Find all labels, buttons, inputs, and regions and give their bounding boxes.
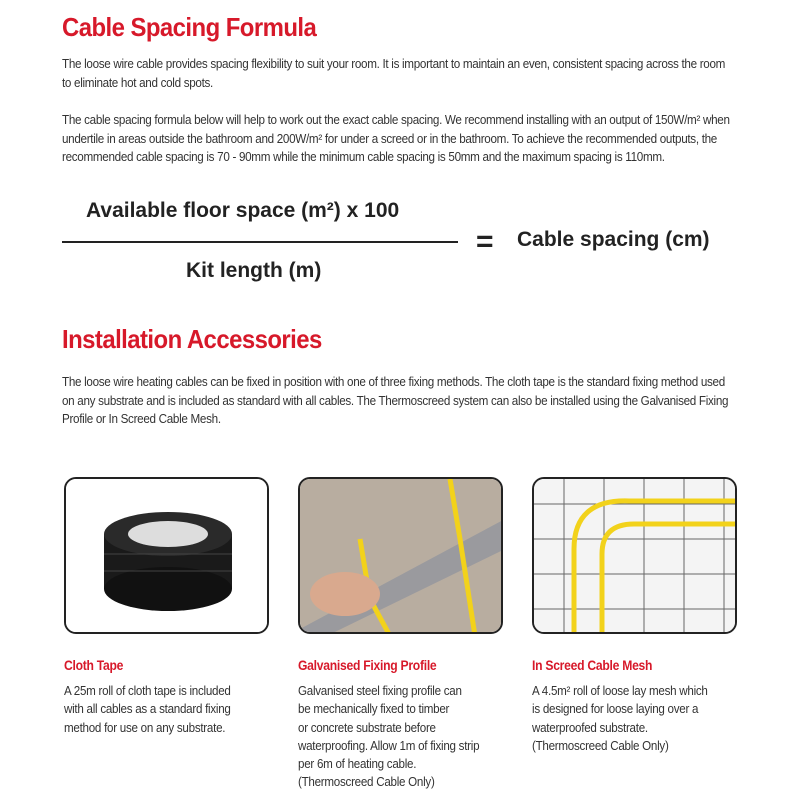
section-title-cable-spacing: Cable Spacing Formula	[62, 12, 317, 42]
accessory-description-fixing-profile: Galvanised steel fixing profile can be mechanically fixed to timber or concrete substrate before waterproofing. Allow 1m of fixing strip per 6m of heating cable. (Thermoscreed Cable Only)	[298, 683, 480, 790]
cable-mesh-image	[532, 477, 737, 634]
cable-mesh-icon	[534, 479, 737, 634]
formula-numerator: Available floor space (m²) x 100	[86, 199, 400, 222]
accessories-paragraph: The loose wire heating cables can be fixed in position with one of three fixing methods. The cloth tape is the standard fixing method used on any substrate and is included as standard with all cables. The Thermoscreed system can also be installed using the Galvanised Fixing Profile or In Screed Cable Mesh.	[62, 374, 729, 426]
formula-result: Cable spacing (cm)	[517, 228, 710, 251]
accessory-description-cable-mesh: A 4.5m² roll of loose lay mesh which is designed for loose laying over a waterproofed substrate. (Thermoscreed Cable Only)	[532, 683, 708, 753]
fixing-profile-image	[298, 477, 503, 634]
cloth-tape-image	[64, 477, 269, 634]
formula-denominator: Kit length (m)	[186, 259, 322, 282]
section-title-installation-accessories: Installation Accessories	[62, 324, 322, 354]
accessory-description-cloth-tape: A 25m roll of cloth tape is included with all cables as a standard fixing method for use on any substrate.	[64, 683, 231, 735]
tape-roll-icon	[66, 479, 269, 634]
equals-sign: =	[476, 225, 494, 258]
intro-paragraph: The loose wire cable provides spacing flexibility to suit your room. It is important to maintain an even, consistent spacing across the room to eliminate hot and cold spots.	[62, 56, 726, 90]
formula-explanation-paragraph: The cable spacing formula below will help to work out the exact cable spacing. We recommend installing with an output of 150W/m² when undertile in areas outside the bathroom and 200W/m² for under a screed or in the bathroom. To achieve the recommended outputs, the recommended cable spacing is 70 - 90mm while the minimum cable spacing is 50mm and the maximum spacing is 110mm.	[62, 112, 730, 164]
fraction-bar	[62, 241, 458, 243]
fixing-profile-icon	[300, 479, 503, 634]
accessory-title-cable-mesh: In Screed Cable Mesh	[532, 658, 653, 673]
accessory-title-fixing-profile: Galvanised Fixing Profile	[298, 658, 437, 673]
accessory-title-cloth-tape: Cloth Tape	[64, 658, 124, 673]
